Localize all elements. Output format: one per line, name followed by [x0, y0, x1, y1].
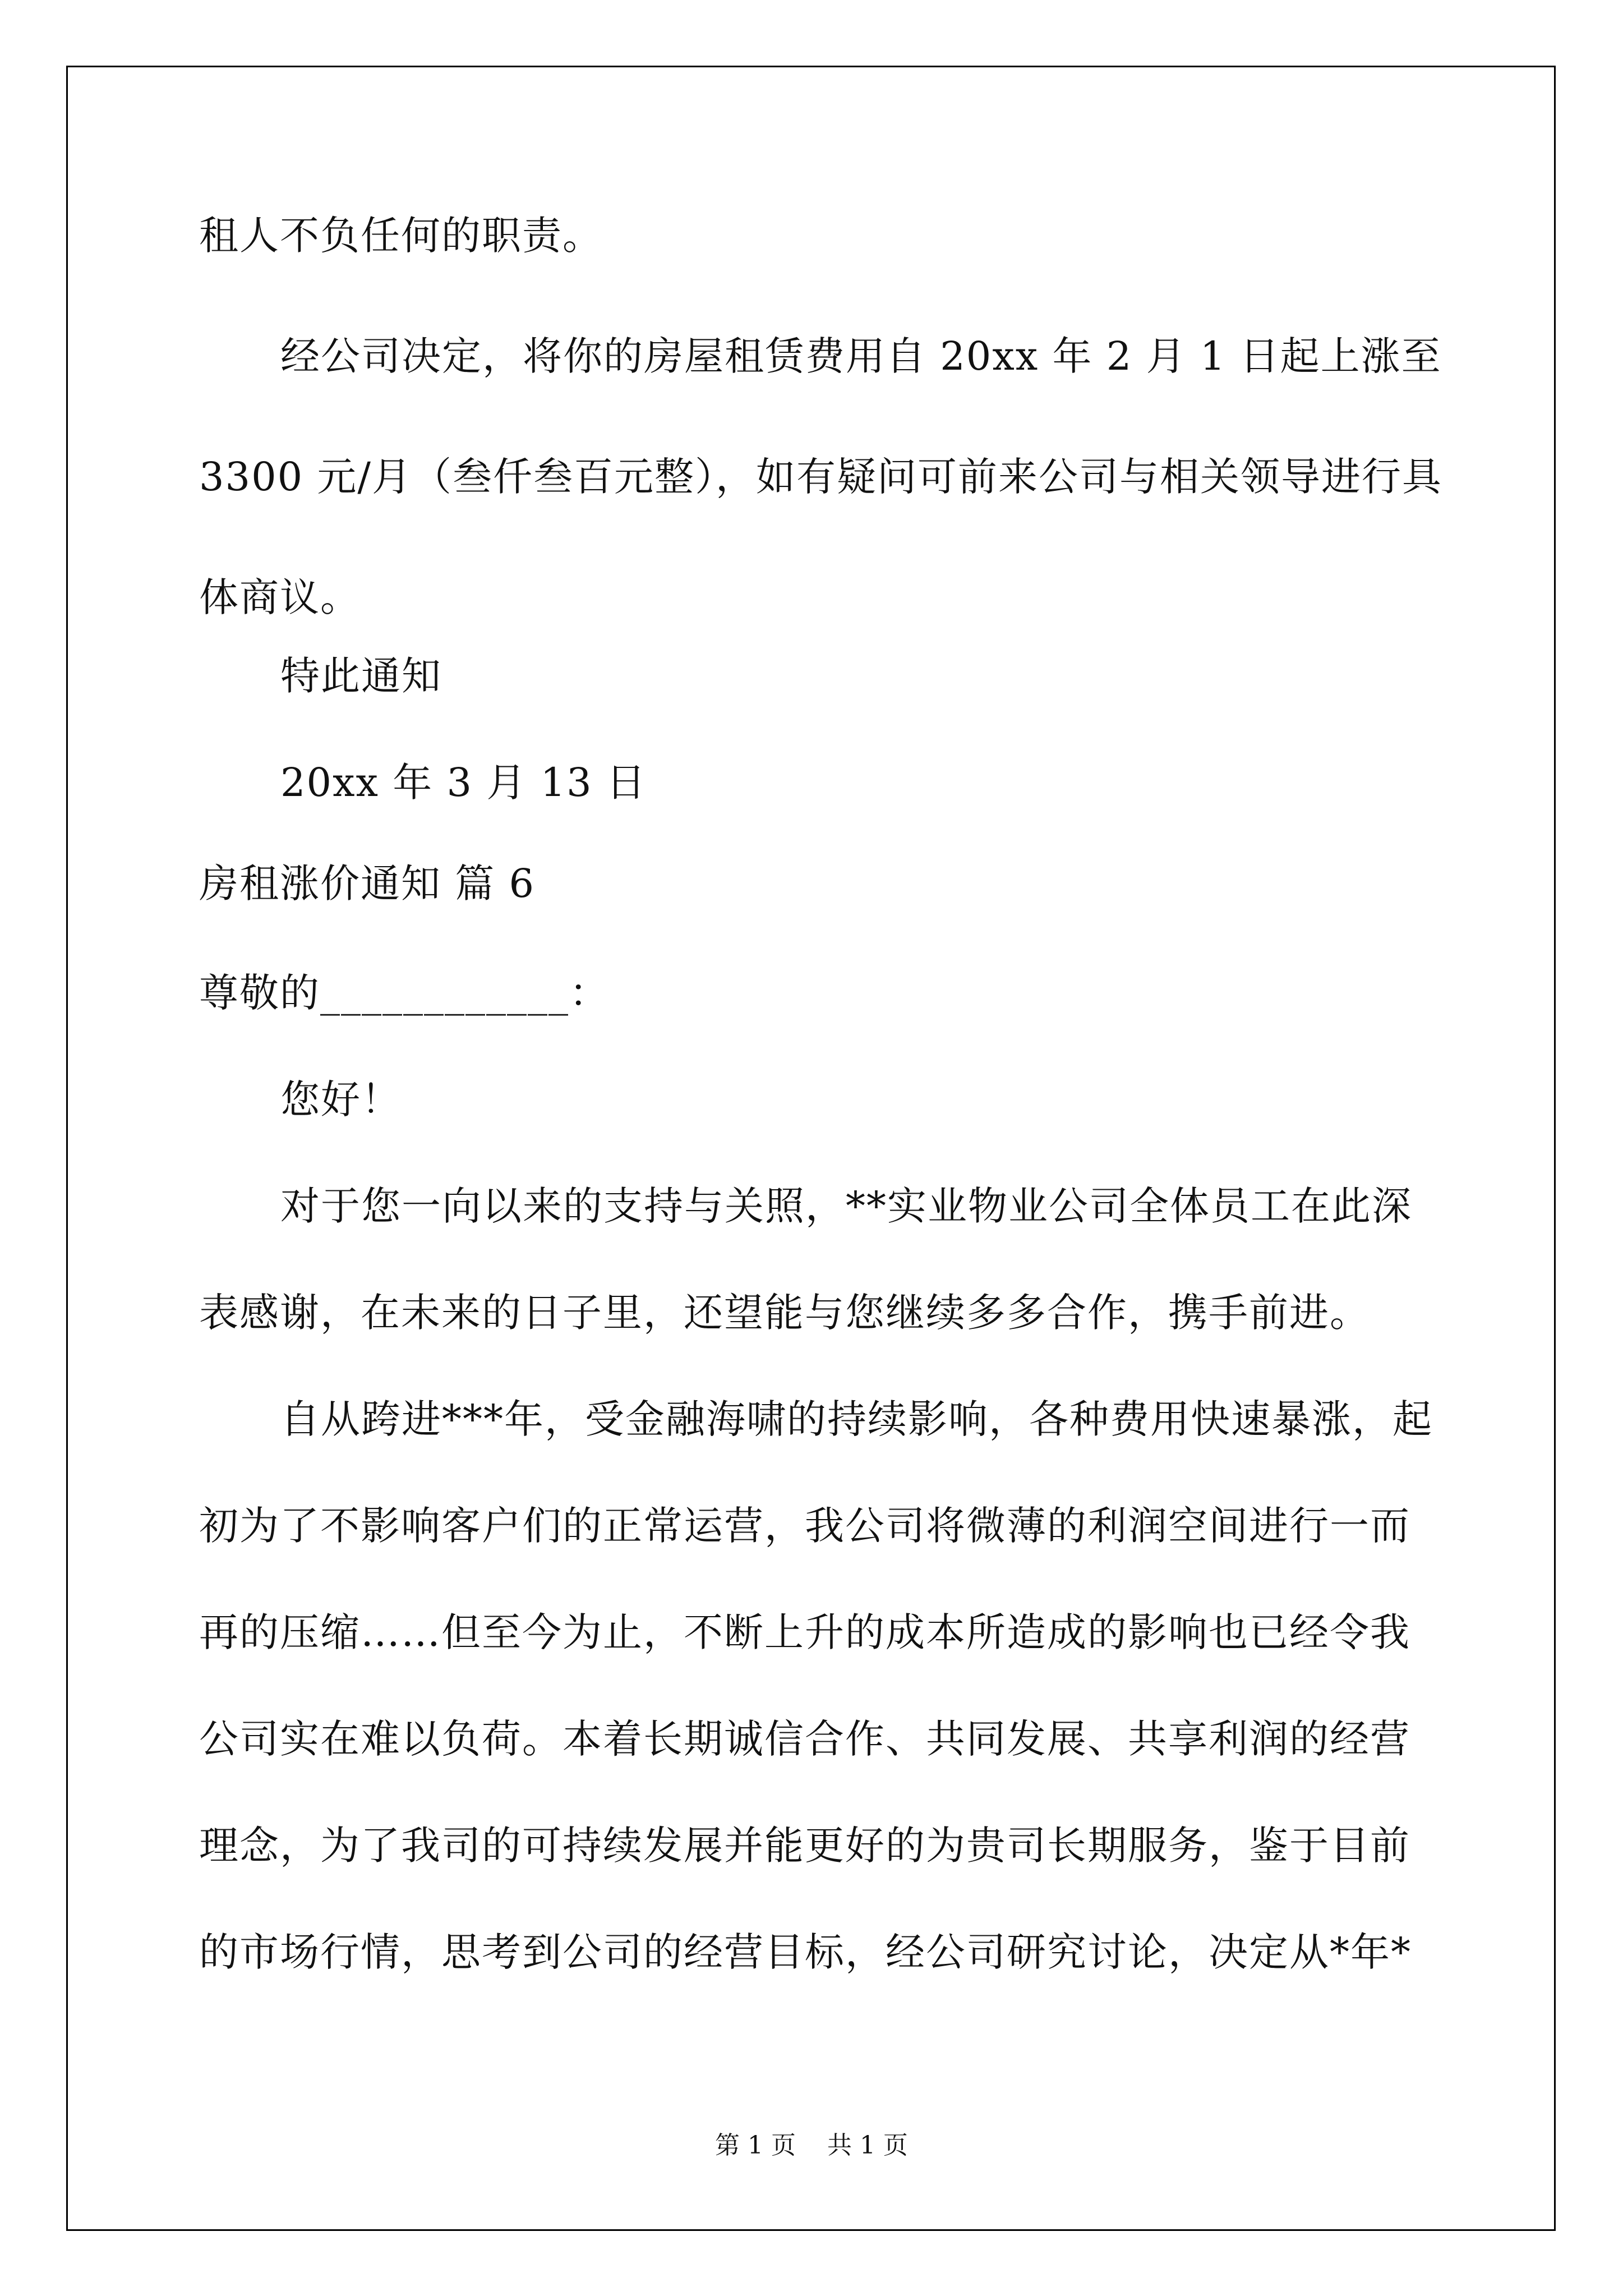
text-line: 经公司决定，将你的房屋租赁费用自 20xx 年 2 月 1 日起上涨至	[280, 333, 1442, 379]
page-number: 第 1 页 共 1 页	[715, 2131, 908, 2160]
text-line: 公司实在难以负荷。本着长期诚信合作、共同发展、共享利润的经营	[199, 1716, 1410, 1762]
text-line: 理念，为了我司的可持续发展并能更好的为贵司长期服务，鉴于目前	[199, 1823, 1410, 1869]
text-line: 20xx 年 3 月 13 日	[280, 760, 647, 806]
section-heading: 房租涨价通知 篇 6	[199, 861, 536, 907]
page-border	[66, 66, 1556, 2231]
text-line: 体商议。	[199, 574, 361, 620]
text-line: 自从跨进***年，受金融海啸的持续影响，各种费用快速暴涨，起	[280, 1396, 1433, 1442]
text-line: 对于您一向以来的支持与关照，**实业物业公司全体员工在此深	[280, 1183, 1412, 1229]
text-line: 您好！	[280, 1076, 402, 1122]
text-line: 尊敬的____________：	[199, 970, 610, 1016]
text-line: 特此通知	[280, 653, 442, 699]
text-line: 3300 元/月（叁仟叁百元整），如有疑问可前来公司与相关领导进行具	[199, 454, 1442, 500]
text-line: 的市场行情，思考到公司的经营目标，经公司研究讨论，决定从*年*	[199, 1929, 1412, 1975]
text-line: 租人不负任何的职责。	[199, 213, 603, 259]
text-line: 再的压缩……但至今为止，不断上升的成本所造成的影响也已经令我	[199, 1609, 1410, 1655]
text-line: 初为了不影响客户们的正常运营，我公司将微薄的利润空间进行一而	[199, 1503, 1410, 1549]
text-line: 表感谢，在未来的日子里，还望能与您继续多多合作，携手前进。	[199, 1290, 1370, 1336]
